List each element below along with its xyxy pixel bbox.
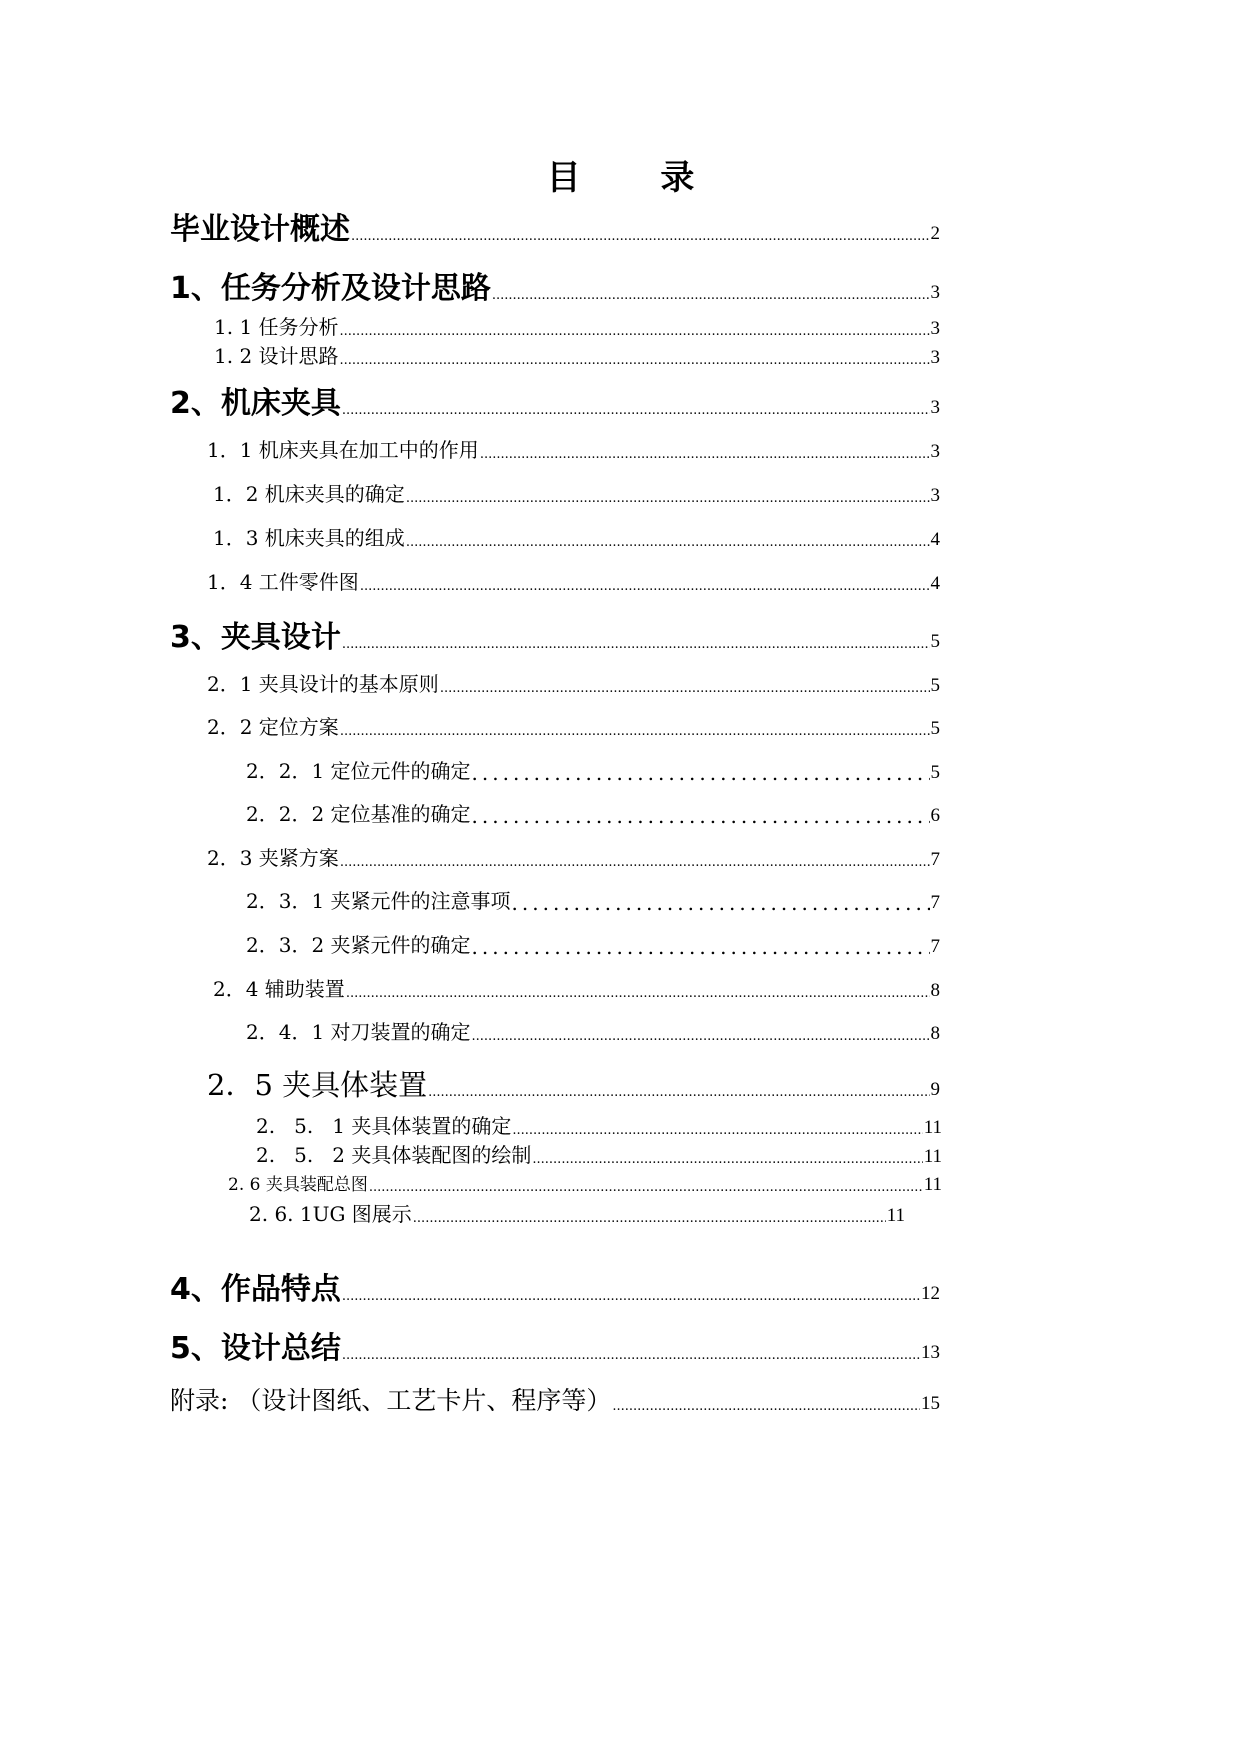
- toc-entry[interactable]: [213, 973, 940, 1002]
- toc-entry-label: 2．3．2 夹紧元件的确定: [246, 933, 471, 957]
- toc-page-number: 3: [930, 485, 940, 506]
- toc-entry[interactable]: [207, 711, 940, 740]
- toc-page-number: 11: [923, 1117, 942, 1138]
- toc-page-number: 13: [921, 1342, 940, 1363]
- toc-entry-label: 2、机床夹具: [170, 386, 341, 421]
- toc-leader-dots: [472, 935, 930, 957]
- toc-page-number: 3: [930, 347, 940, 368]
- toc-entry-label: 1．4 工件零件图: [207, 570, 359, 594]
- toc-leader-dots: [480, 447, 930, 461]
- toc-page-number: 7: [930, 849, 940, 870]
- toc-leader-dots: [342, 403, 930, 417]
- toc-leader-dots: [340, 855, 930, 869]
- toc-leader-dots: [512, 1123, 922, 1137]
- toc-leader-dots: [472, 1029, 930, 1043]
- toc-leader-dots: [360, 579, 930, 593]
- toc-entry[interactable]: [228, 1170, 942, 1196]
- toc-entry-label: 2. 6. 1UG 图展示: [249, 1202, 412, 1226]
- toc-page-number: 2: [930, 223, 940, 244]
- toc-entry[interactable]: [246, 929, 940, 958]
- toc-entry[interactable]: [256, 1110, 942, 1139]
- toc-entry[interactable]: [207, 842, 940, 871]
- toc-entry[interactable]: [170, 612, 940, 656]
- toc-page-number: 6: [930, 805, 940, 826]
- toc-leader-dots: [413, 1211, 886, 1225]
- toc-page-number: 8: [930, 1023, 940, 1044]
- toc-page-number: 3: [930, 397, 940, 418]
- toc-entry-label: 1. 2 设计思路: [214, 344, 339, 368]
- toc-entry[interactable]: [170, 263, 940, 307]
- toc-entry-label: 2．1 夹具设计的基本原则: [207, 672, 439, 696]
- toc-entry-label: 2．3．1 夹紧元件的注意事项: [246, 889, 511, 913]
- page-title: 目 录: [546, 158, 729, 198]
- toc-entry[interactable]: [170, 1264, 940, 1308]
- toc-entry-label: 4、作品特点: [170, 1272, 341, 1307]
- toc-leader-dots: [340, 353, 930, 367]
- toc-leader-dots: [406, 491, 930, 505]
- toc-entry-label: 2. 5. 1 夹具体装置的确定: [256, 1114, 512, 1138]
- toc-entry-label: 2．4 辅助装置: [213, 977, 345, 1001]
- toc-leader-dots: [342, 637, 930, 651]
- toc-page-number: 11: [923, 1146, 942, 1167]
- toc-entry-label: 1. 1 任务分析: [214, 315, 339, 339]
- toc-entry-label: 1．3 机床夹具的组成: [213, 526, 405, 550]
- toc-entry-label: 5、设计总结: [170, 1331, 341, 1366]
- toc-page-number: 5: [930, 631, 940, 652]
- toc-page-number: 3: [930, 282, 940, 303]
- toc-leader-dots: [340, 724, 930, 738]
- toc-entry-label: 1．2 机床夹具的确定: [213, 482, 405, 506]
- toc-page-number: 5: [930, 762, 940, 783]
- toc-entry[interactable]: [214, 340, 940, 369]
- toc-page-number: 5: [930, 675, 940, 696]
- toc-leader-dots: [512, 891, 930, 913]
- toc-entry-label: 毕业设计概述: [170, 212, 350, 247]
- toc-entry-label: 2．2 定位方案: [207, 715, 339, 739]
- toc-leader-dots: [342, 1348, 920, 1362]
- toc-page-number: 8: [930, 980, 940, 1001]
- toc-leader-dots: [492, 288, 930, 302]
- toc-leader-dots: [532, 1152, 922, 1166]
- toc-leader-dots: [440, 681, 930, 695]
- toc-leader-dots: [472, 761, 930, 783]
- toc-page-number: 7: [930, 892, 940, 913]
- toc-entry[interactable]: [246, 1016, 940, 1045]
- toc-entry[interactable]: [207, 566, 940, 595]
- toc-entry[interactable]: [207, 668, 940, 697]
- toc-page-number: 12: [921, 1283, 940, 1304]
- toc-leader-dots: [612, 1399, 920, 1413]
- toc-entry[interactable]: [170, 1381, 940, 1417]
- toc-entry[interactable]: [207, 434, 940, 463]
- toc-entry-label: 附录: （设计图纸、工艺卡片、程序等）: [170, 1386, 612, 1415]
- toc-leader-dots: [472, 804, 930, 826]
- toc-entry[interactable]: [213, 478, 940, 507]
- toc-leader-dots: [342, 1289, 920, 1303]
- toc-page-number: 11: [886, 1205, 905, 1226]
- toc-entry-label: 1．1 机床夹具在加工中的作用: [207, 438, 479, 462]
- toc-entry[interactable]: [213, 522, 940, 551]
- toc-page-number: 11: [923, 1174, 942, 1195]
- toc-entry[interactable]: [170, 378, 940, 422]
- toc-entry[interactable]: [214, 311, 940, 340]
- toc-leader-dots: [428, 1085, 929, 1099]
- toc-page-number: 15: [921, 1393, 940, 1414]
- toc-page-number: 3: [930, 441, 940, 462]
- toc-page-number: 3: [930, 318, 940, 339]
- toc-entry[interactable]: [246, 885, 940, 914]
- toc-entry-label: 2．5 夹具体装置: [207, 1068, 428, 1102]
- toc-leader-dots: [369, 1180, 923, 1194]
- toc-entry-label: 2．2．2 定位基准的确定: [246, 802, 471, 826]
- toc-entry-label: 2. 5. 2 夹具体装配图的绘制: [256, 1143, 532, 1167]
- toc-entry[interactable]: [256, 1139, 942, 1168]
- toc-page-number: 4: [930, 529, 940, 550]
- toc-entry-label: 1、任务分析及设计思路: [170, 271, 491, 306]
- toc-entry[interactable]: [170, 1323, 940, 1367]
- toc-page-number: 5: [930, 718, 940, 739]
- toc-entry-label: 2．4．1 对刀装置的确定: [246, 1020, 471, 1044]
- toc-leader-dots: [351, 229, 930, 243]
- toc-page-number: 9: [930, 1079, 940, 1100]
- toc-page-number: 7: [930, 936, 940, 957]
- toc-entry[interactable]: [170, 204, 940, 248]
- toc-leader-dots: [406, 535, 930, 549]
- toc-leader-dots: [340, 324, 930, 338]
- toc-entry-label: 2．2．1 定位元件的确定: [246, 759, 471, 783]
- toc-entry[interactable]: [246, 798, 940, 827]
- toc-entry-label: 2. 6 夹具装配总图: [228, 1175, 368, 1195]
- toc-entry-label: 2．3 夹紧方案: [207, 846, 339, 870]
- toc-entry[interactable]: [249, 1198, 905, 1227]
- toc-entry-label: 3、夹具设计: [170, 620, 341, 655]
- toc-page-number: 4: [930, 573, 940, 594]
- toc-entry[interactable]: [246, 755, 940, 784]
- toc-leader-dots: [346, 986, 930, 1000]
- toc-entry[interactable]: [207, 1063, 940, 1104]
